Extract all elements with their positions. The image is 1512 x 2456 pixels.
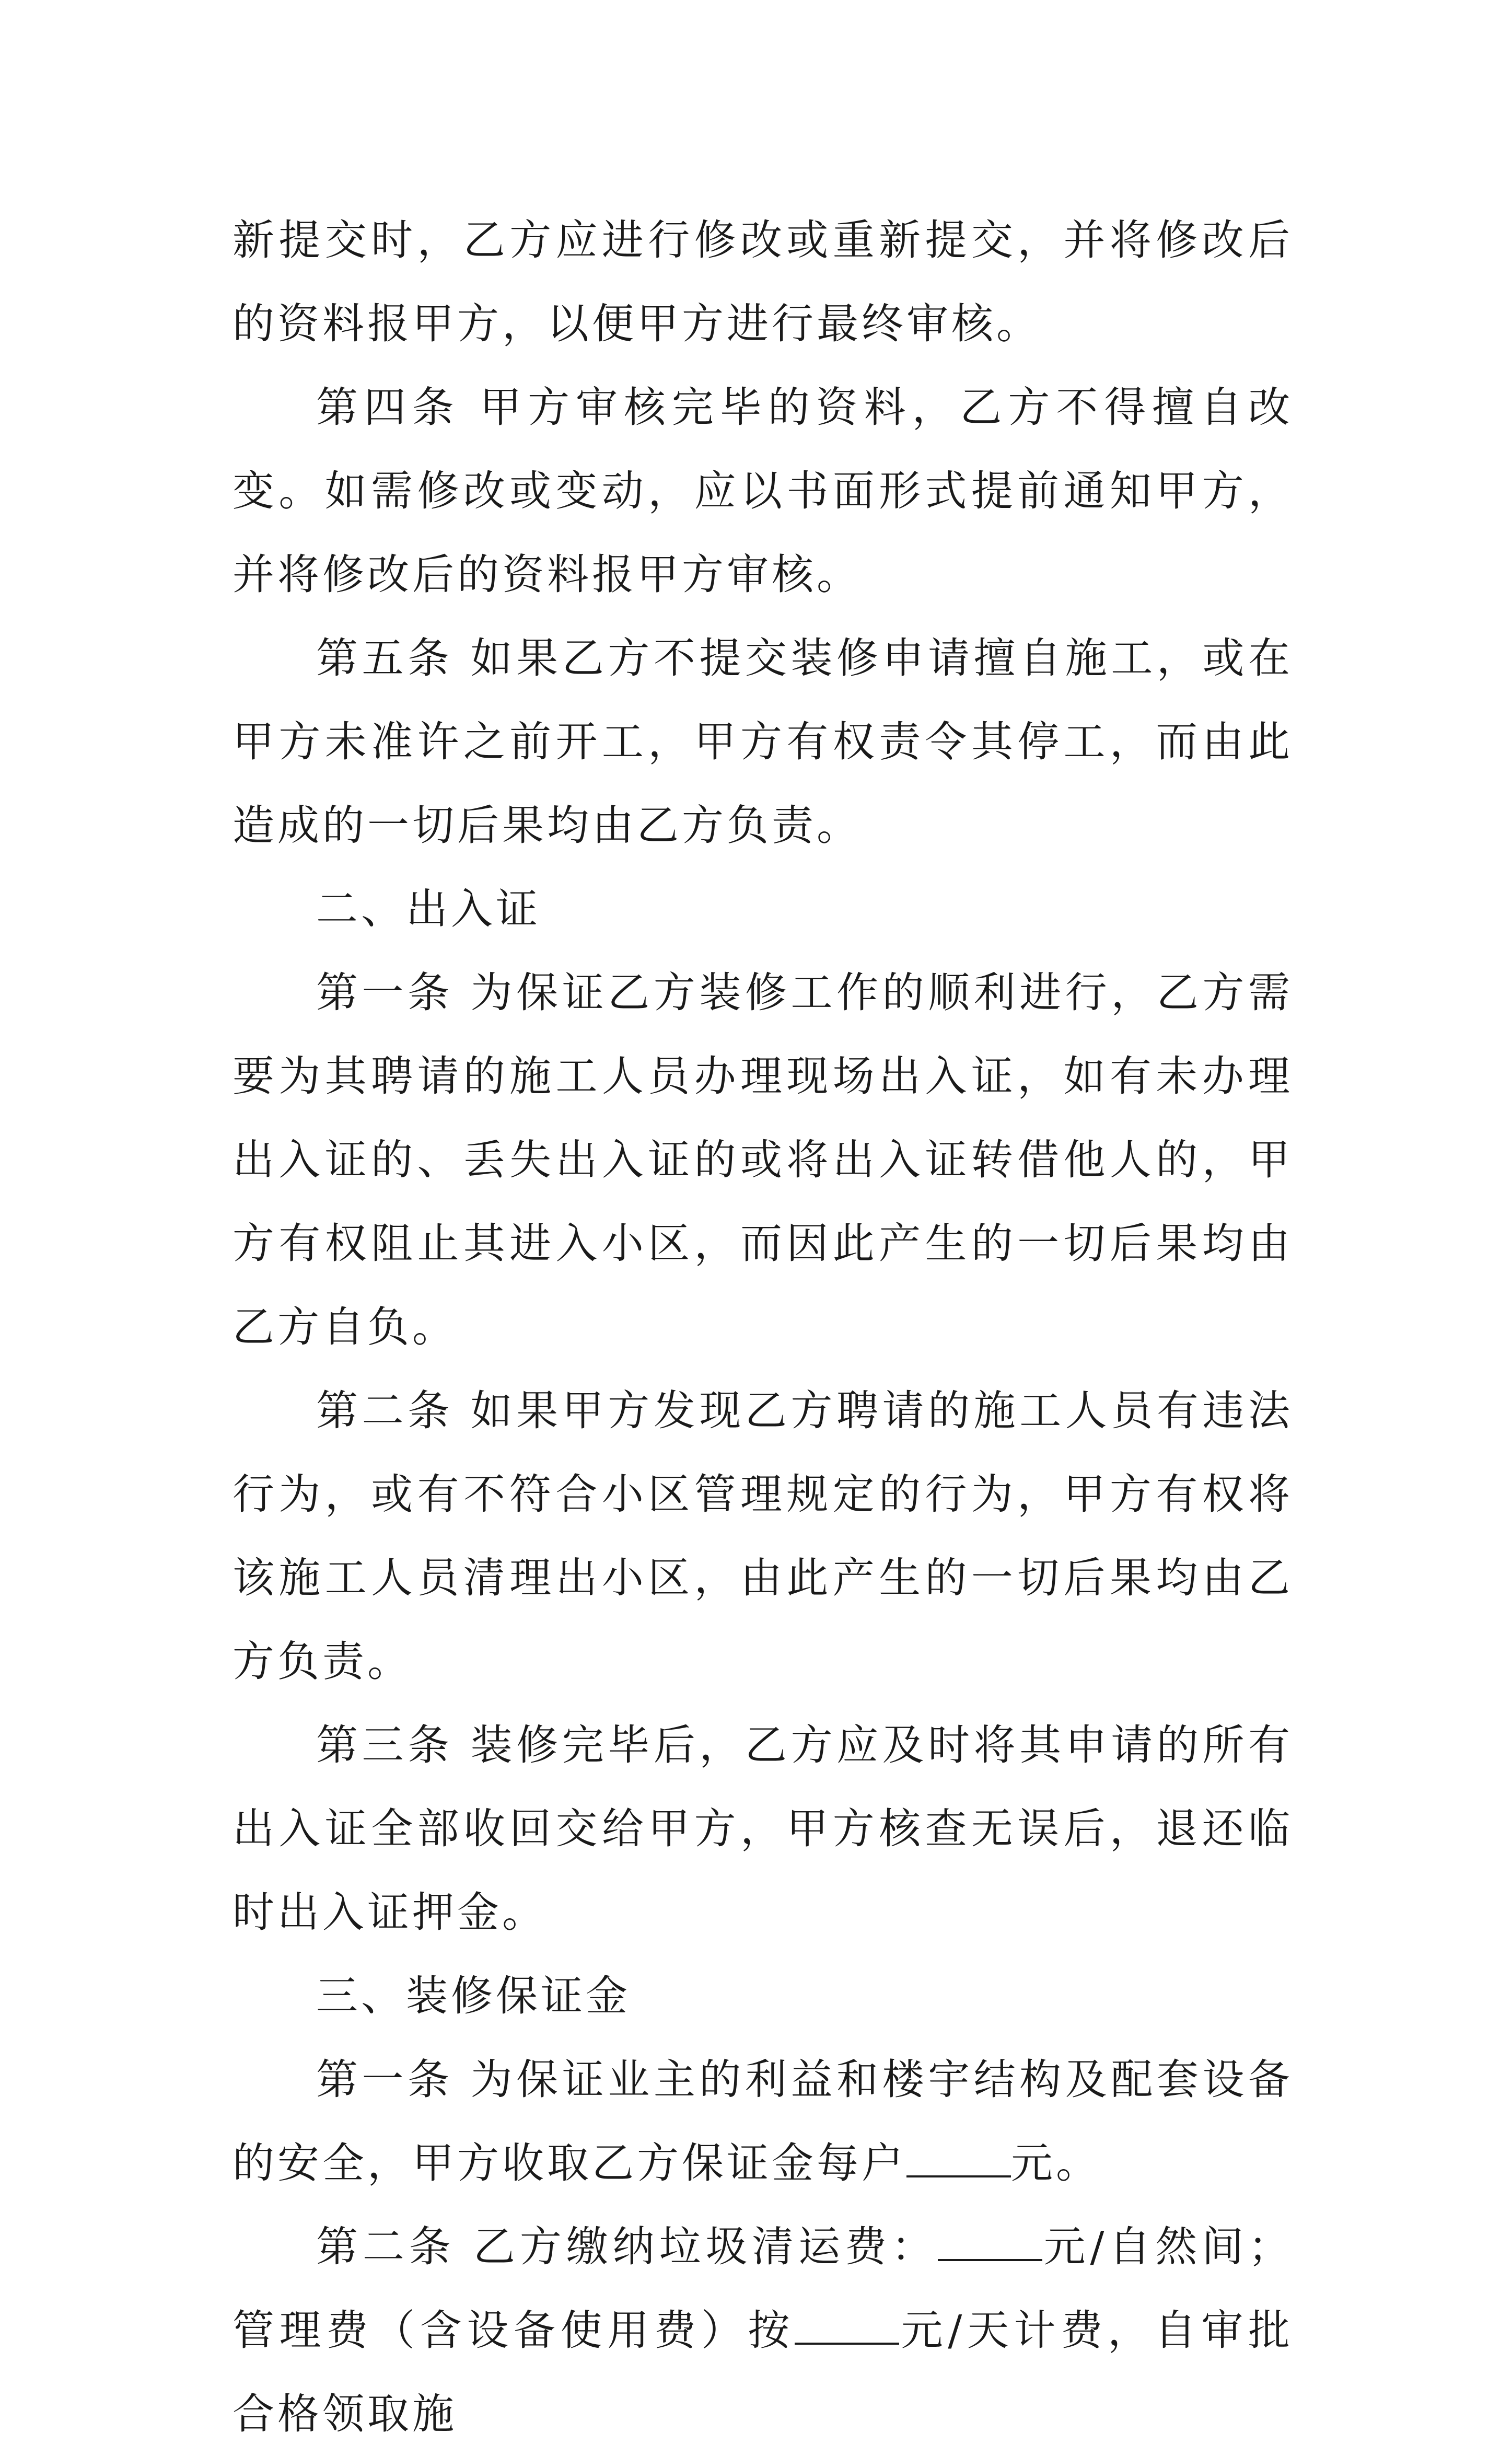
- paragraph-deposit-article-1: [232, 2038, 1293, 2205]
- paragraph-continuation: 新提交时，乙方应进行修改或重新提交，并将修改后的资料报甲方，以便甲方进行最终审核。: [232, 216, 1293, 348]
- deposit-article-1-text-b: 元。: [1011, 2139, 1101, 2187]
- paragraph-pass-article-1: 第一条 为保证乙方装修工作的顺利进行，乙方需要为其聘请的施工人员办理现场出入证，如有未办理出入证的、丢失出入证的或将出入证转借他人的，甲方有权阻止其进入小区，而因此产生的一切后果均由乙方自负。: [232, 968, 1293, 1351]
- management-fee-blank: [795, 2311, 899, 2345]
- deposit-article-2-text-a: 第二条 乙方缴纳垃圾清运费：: [316, 2222, 938, 2271]
- paragraph-pass-article-2: 第二条 如果甲方发现乙方聘请的施工人员有违法行为，或有不符合小区管理规定的行为，甲方有权将该施工人员清理出小区，由此产生的一切后果均由乙方负责。: [232, 1386, 1293, 1686]
- deposit-article-2-text-b: 元/自然间；管理费（含设备使用费）按: [232, 2222, 1294, 2355]
- deposit-article-2-text-c: 元/天计费，自审批合格领取施: [232, 2306, 1294, 2438]
- paragraph-article-4: 第四条 甲方审核完毕的资料，乙方不得擅自改变。如需修改或变动，应以书面形式提前通知甲方，并将修改后的资料报甲方审核。: [232, 383, 1293, 599]
- garbage-fee-blank: [938, 2228, 1042, 2261]
- paragraph-deposit-article-2: [232, 2205, 1293, 2456]
- paragraph-article-5: 第五条 如果乙方不提交装修申请擅自施工，或在甲方未准许之前开工，甲方有权责令其停工，而由此造成的一切后果均由乙方负责。: [232, 634, 1293, 850]
- document-body: [232, 199, 1293, 2456]
- section-heading-pass: 二、出入证: [316, 885, 541, 933]
- paragraph-pass-article-3: 第三条 装修完毕后，乙方应及时将其申请的所有出入证全部收回交给甲方，甲方核查无误后，退还临时出入证押金。: [232, 1721, 1293, 1937]
- section-heading-deposit: 三、装修保证金: [316, 1972, 631, 2020]
- deposit-amount-blank: [906, 2144, 1011, 2177]
- deposit-article-1-text-a: 第一条 为保证业主的利益和楼宇结构及配套设备的安全，甲方收取乙方保证金每户: [232, 2055, 1293, 2187]
